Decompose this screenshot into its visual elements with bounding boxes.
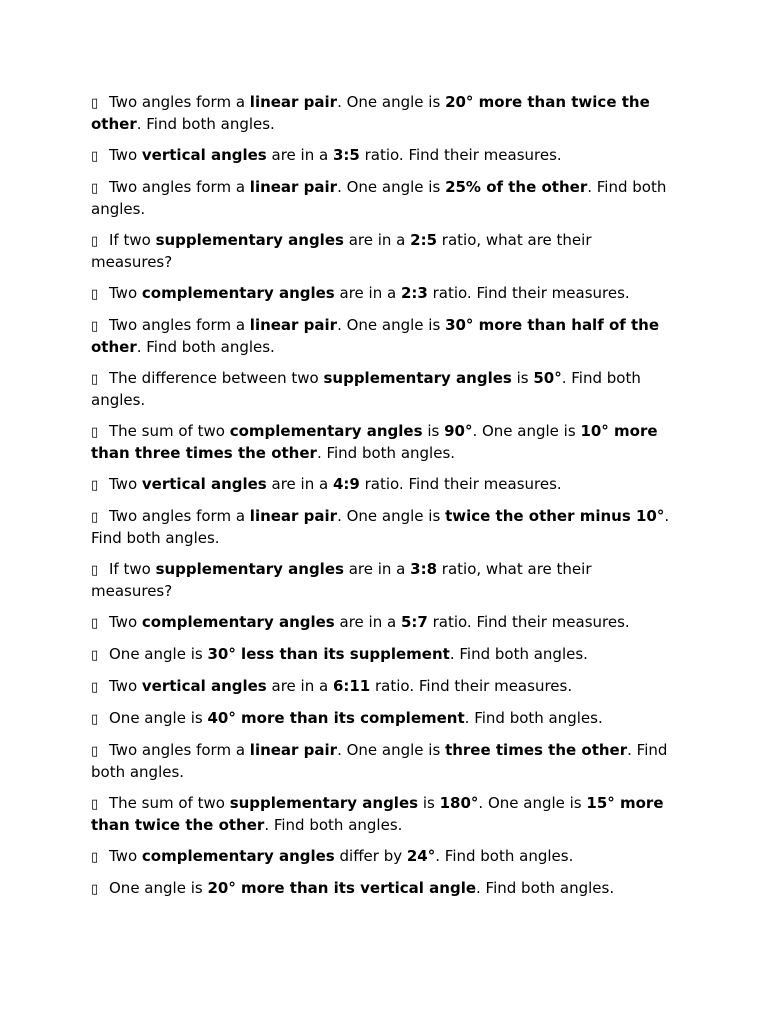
- problem-text: If two: [109, 560, 156, 578]
- problem-text: Two: [109, 677, 142, 695]
- problem-emphasis-text: supplementary angles: [323, 369, 512, 387]
- problem-text: . Find both angles.: [449, 645, 588, 663]
- missing-glyph-bullet-icon: ▯: [91, 680, 99, 695]
- problem-text: ratio. Find their measures.: [359, 475, 562, 493]
- problem-text: . Find both angles.: [91, 178, 667, 218]
- problem-text: . One angle is: [337, 93, 446, 111]
- missing-glyph-bullet-icon: ▯: [91, 149, 99, 164]
- problem-emphasis-text: 2:5: [410, 231, 438, 249]
- problem-text: . One angle is: [472, 422, 581, 440]
- problem-text: . Find both angles.: [476, 879, 615, 897]
- problem-item: [91, 177, 676, 220]
- problem-item: [91, 644, 676, 666]
- missing-glyph-bullet-icon: ▯: [91, 181, 99, 196]
- problem-text: . Find both angles.: [91, 369, 641, 409]
- problem-item: [91, 315, 676, 358]
- problem-item: [91, 474, 676, 496]
- problem-emphasis-text: 40° more than its complement: [207, 709, 465, 727]
- problem-item: [91, 145, 676, 167]
- problem-emphasis-text: linear pair: [249, 93, 338, 111]
- problem-emphasis-text: 6:11: [332, 677, 371, 695]
- problem-emphasis-text: vertical angles: [141, 146, 267, 164]
- problem-emphasis-text: complementary angles: [229, 422, 423, 440]
- problem-text: . Find both angles.: [316, 444, 456, 462]
- problem-emphasis-text: complementary angles: [141, 284, 335, 302]
- problem-text: differ by: [334, 847, 407, 865]
- problem-item: [91, 368, 676, 411]
- problem-emphasis-text: 15° more than twice the other: [91, 794, 664, 834]
- problem-item: [91, 708, 676, 730]
- problem-text: ratio, what are their measures?: [91, 560, 592, 600]
- problem-text: Two angles form a: [109, 741, 250, 759]
- problem-emphasis-text: 3:8: [410, 560, 438, 578]
- problem-text: are in a: [266, 146, 333, 164]
- problem-emphasis-text: supplementary angles: [155, 231, 344, 249]
- problem-text: ratio. Find their measures.: [427, 284, 630, 302]
- missing-glyph-bullet-icon: ▯: [91, 882, 99, 897]
- problem-emphasis-text: 2:3: [400, 284, 428, 302]
- problem-text: Two angles form a: [109, 507, 250, 525]
- problem-text: The difference between two: [109, 369, 324, 387]
- problem-text: ratio. Find their measures.: [370, 677, 573, 695]
- problem-emphasis-text: 90°: [444, 422, 473, 440]
- problem-text: Two: [109, 847, 142, 865]
- missing-glyph-bullet-icon: ▯: [91, 425, 99, 440]
- problem-item: [91, 878, 676, 900]
- problem-text: are in a: [334, 284, 401, 302]
- problem-text: . One angle is: [337, 316, 446, 334]
- problem-item: [91, 92, 676, 135]
- problem-emphasis-text: 180°: [439, 794, 479, 812]
- problem-text: Two angles form a: [109, 178, 250, 196]
- problem-text: is: [418, 794, 440, 812]
- missing-glyph-bullet-icon: ▯: [91, 478, 99, 493]
- problem-text: The sum of two: [109, 794, 230, 812]
- missing-glyph-bullet-icon: ▯: [91, 648, 99, 663]
- problem-text: are in a: [266, 677, 333, 695]
- problem-emphasis-text: three times the other: [445, 741, 628, 759]
- problem-text: are in a: [266, 475, 333, 493]
- problem-text: If two: [109, 231, 156, 249]
- problem-emphasis-text: 24°: [406, 847, 436, 865]
- missing-glyph-bullet-icon: ▯: [91, 287, 99, 302]
- problem-text: Two: [109, 475, 142, 493]
- problem-emphasis-text: vertical angles: [141, 475, 267, 493]
- problem-text: ratio. Find their measures.: [359, 146, 562, 164]
- missing-glyph-bullet-icon: ▯: [91, 510, 99, 525]
- problem-item: [91, 740, 676, 783]
- problem-emphasis-text: twice the other minus 10°: [445, 507, 665, 525]
- problem-text: . Find both angles.: [136, 115, 275, 133]
- problem-text: . Find both angles.: [435, 847, 574, 865]
- problem-text: Two: [109, 613, 142, 631]
- problem-text: . Find both angles.: [91, 741, 668, 781]
- problem-list: [91, 92, 676, 900]
- problem-text: One angle is: [109, 709, 208, 727]
- problem-text: The sum of two: [109, 422, 230, 440]
- problem-text: Two angles form a: [109, 316, 250, 334]
- problem-emphasis-text: linear pair: [249, 507, 338, 525]
- problem-emphasis-text: 20° more than its vertical angle: [207, 879, 477, 897]
- missing-glyph-bullet-icon: ▯: [91, 372, 99, 387]
- problem-text: One angle is: [109, 879, 208, 897]
- problem-text: . One angle is: [337, 178, 446, 196]
- problem-text: is: [511, 369, 534, 387]
- problem-emphasis-text: linear pair: [249, 316, 338, 334]
- problem-text: ratio. Find their measures.: [427, 613, 630, 631]
- problem-text: Two angles form a: [109, 93, 250, 111]
- problem-emphasis-text: 4:9: [332, 475, 360, 493]
- problem-item: [91, 559, 676, 602]
- problem-emphasis-text: 3:5: [332, 146, 360, 164]
- problem-text: are in a: [343, 231, 411, 249]
- missing-glyph-bullet-icon: ▯: [91, 563, 99, 578]
- problem-text: Two: [109, 146, 142, 164]
- missing-glyph-bullet-icon: ▯: [91, 616, 99, 631]
- problem-emphasis-text: 50°: [533, 369, 562, 387]
- problem-item: [91, 421, 676, 464]
- problem-emphasis-text: vertical angles: [141, 677, 267, 695]
- problem-emphasis-text: supplementary angles: [229, 794, 419, 812]
- problem-item: [91, 846, 676, 868]
- problem-emphasis-text: 5:7: [400, 613, 428, 631]
- problem-emphasis-text: 30° more than half of the other: [91, 316, 660, 356]
- missing-glyph-bullet-icon: ▯: [91, 234, 99, 249]
- problem-emphasis-text: supplementary angles: [155, 560, 344, 578]
- missing-glyph-bullet-icon: ▯: [91, 744, 99, 759]
- problem-emphasis-text: linear pair: [249, 178, 338, 196]
- problem-item: [91, 676, 676, 698]
- problem-text: . Find both angles.: [264, 816, 403, 834]
- problem-emphasis-text: 30° less than its supplement: [207, 645, 450, 663]
- missing-glyph-bullet-icon: ▯: [91, 96, 99, 111]
- problem-item: [91, 230, 676, 273]
- missing-glyph-bullet-icon: ▯: [91, 712, 99, 727]
- problem-emphasis-text: 20° more than twice the other: [91, 93, 650, 133]
- problem-emphasis-text: complementary angles: [141, 613, 335, 631]
- problem-text: . One angle is: [478, 794, 587, 812]
- problem-emphasis-text: 10° more than three times the other: [91, 422, 658, 462]
- problem-text: . Find both angles.: [91, 507, 670, 547]
- problem-text: are in a: [343, 560, 411, 578]
- problem-text: . One angle is: [337, 507, 446, 525]
- problem-text: is: [422, 422, 445, 440]
- problem-item: [91, 506, 676, 549]
- problem-item: [91, 612, 676, 634]
- problem-item: [91, 793, 676, 836]
- problem-emphasis-text: 25% of the other: [445, 178, 588, 196]
- problem-item: [91, 283, 676, 305]
- missing-glyph-bullet-icon: ▯: [91, 850, 99, 865]
- problem-text: One angle is: [109, 645, 208, 663]
- problem-emphasis-text: complementary angles: [141, 847, 335, 865]
- problem-emphasis-text: linear pair: [249, 741, 338, 759]
- problem-text: Two: [109, 284, 142, 302]
- problem-text: . Find both angles.: [464, 709, 603, 727]
- problem-text: ratio, what are their measures?: [91, 231, 592, 271]
- problem-text: . Find both angles.: [136, 338, 275, 356]
- missing-glyph-bullet-icon: ▯: [91, 797, 99, 812]
- problem-text: . One angle is: [337, 741, 446, 759]
- missing-glyph-bullet-icon: ▯: [91, 319, 99, 334]
- problem-text: are in a: [334, 613, 401, 631]
